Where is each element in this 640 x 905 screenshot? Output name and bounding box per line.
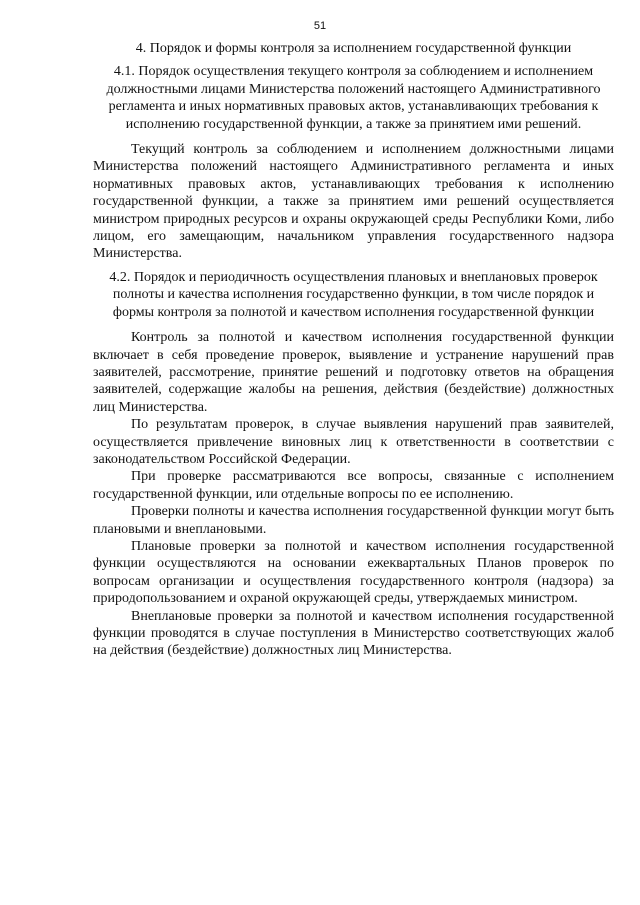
document-body [93,36,614,660]
paragraph: Проверки полноты и качества исполнения государственной функции могут быть плановыми и внеплановыми. [93,504,614,537]
subsection-heading-4-1: 4.1. Порядок осуществления текущего контроля за соблюдением и исполнением должностными лицами Министерства положений настоящего Административного регламента и иных нормативных правовых актов, устанавливающих требования к исполнению государственной функции, а также за принятием ими решений. [106,64,601,132]
paragraph: При проверке рассматриваются все вопросы, связанные с исполнением государственной функции, или отдельные вопросы по ее исполнению. [93,469,614,502]
section-heading: 4. Порядок и формы контроля за исполнением государственной функции [135,41,572,56]
page-number: 51 [313,20,327,32]
paragraph: Контроль за полнотой и качеством исполнения государственной функции включает в себя проведение проверок, выявление и устранение нарушений прав заявителей, рассмотрение, принятие решений и подготовку ответов на обращения заявителей, содержащие жалобы на решения, действия (бездействие) должностных лиц Министерства. [93,330,614,415]
paragraph: Внеплановые проверки за полнотой и качеством исполнения государственной функции проводятся в случае поступления в Министерство соответствующих жалоб на действия (бездействие) должностных лиц Министерства. [93,608,614,659]
paragraph: Плановые проверки за полнотой и качеством исполнения государственной функции осуществляются на основании ежеквартальных Планов проверок по вопросам организации и осуществления государственного контроля (надзора) за природопользованием и охраной окружающей среды, утверждаемых министром. [93,538,614,607]
subsection-heading-4-2: 4.2. Порядок и периодичность осуществления плановых и внеплановых проверок полноты и качества исполнения государственно функции, в том числе порядок и формы контроля за полнотой и качеством исполнения государственной функции [109,269,598,320]
paragraph: По результатам проверок, в случае выявления нарушений прав заявителей, осуществляется привлечение виновных лиц к ответственности в соответствии с законодательством Российской Федерации. [93,417,614,467]
paragraph: Текущий контроль за соблюдением и исполнением должностными лицами Министерства положений настоящего Административного регламента и иных нормативных правовых актов, устанавливающих требования к исполнению государственной функции, а также за принятием ими решений осуществляется министром природных ресурсов и охраны окружающей среды Республики Коми, либо лицом, его замещающим, начальником управления государственного надзора Министерства. [93,142,614,262]
